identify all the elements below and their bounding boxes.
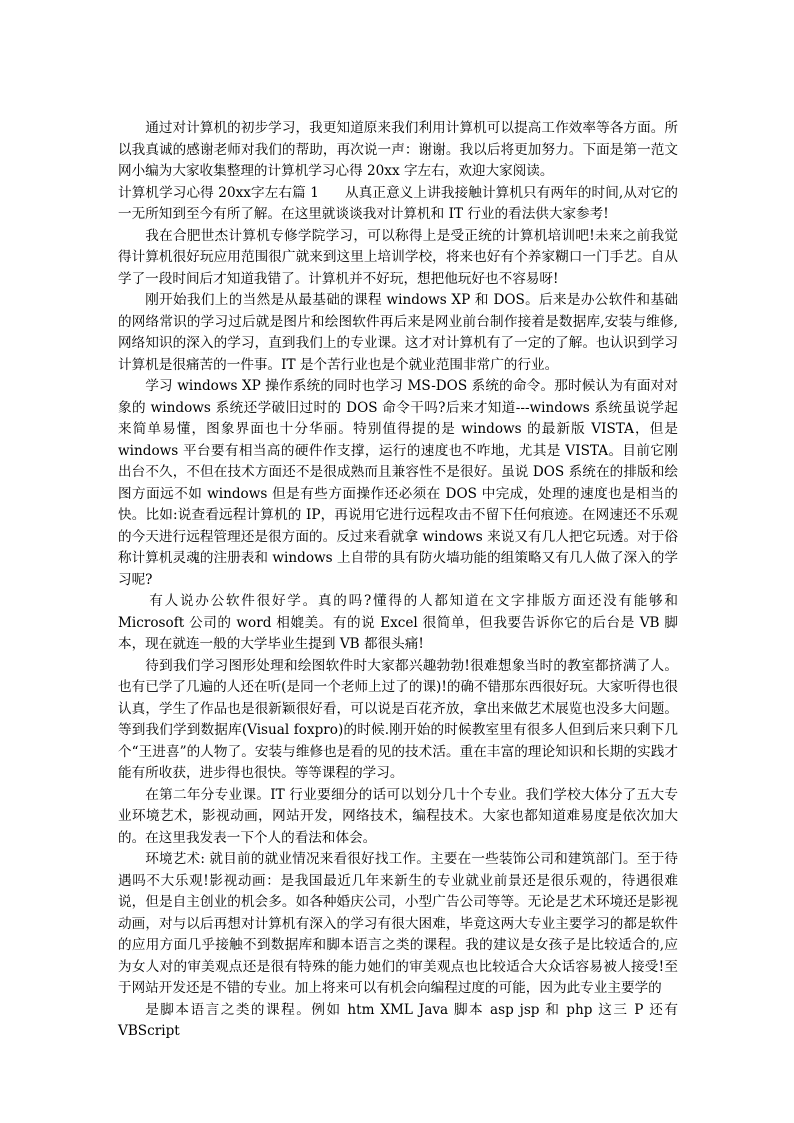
paragraph-training: 我在合肥世杰计算机专修学院学习，可以称得上是受正统的计算机培训吧!未来之前我觉得计算机很好玩应用范围很广就来到这里上培训学校，将来也好有个养家糊口一门手艺。自从学了一段时间后才知道我错了。计算机并不好玩，想把他玩好也不容易呀! — [118, 227, 678, 287]
paragraph-scripting: 是脚本语言之类的课程。例如 htm XML Java 脚本 asp jsp 和 php 这三 P 还有 VBScript — [118, 1001, 678, 1039]
article-opening: 从真正意义上讲我接触计算机只有两年的时间,从对它的一无所知到至今有所了解。在这里就谈谈我对计算机和 IT 行业的看法供大家参考! — [118, 184, 679, 222]
paragraph-majors: 在第二年分专业课。IT 行业要细分的话可以划分几十个专业。我们学校大体分了五大专业环境艺术，影视动画，网站开发，网络技术，编程技术。大家也都知道难易度是依次加大的。在这里我发表一下个人的看法和体会。 — [118, 786, 678, 846]
document-page — [118, 118, 678, 1043]
paragraph-office: 有人说办公软件很好学。真的吗?懂得的人都知道在文字排版方面还没有能够和 Microsoft 公司的 word 相媲美。有的说 Excel 很简单，但我要告诉你它的后台是 VB 脚本，现在就连一般的大学毕业生提到 VB 都很头痛! — [118, 593, 678, 652]
article-heading-paragraph — [118, 183, 678, 226]
article-title: 计算机学习心得 20xx字左右篇 1 — [118, 184, 319, 201]
paragraph-graphics: 待到我们学习图形处理和绘图软件时大家都兴趣勃勃!很难想象当时的教室都挤满了人。也有已学了几遍的人还在听(是同一个老师上过了的课)!的确不错那东西很好玩。大家听得也很认真，学生了作品也是很新颖很好看，可以说是百花齐放，拿出来做艺术展览也没多大问题。等到我们学到数据库(Visual foxpro)的时候.刚开始的时候教室里有很多人但到后来只剩下几个“王进喜”的人物了。安装与维修也是看的见的技术活。重在丰富的理论知识和长期的实践才能有所收获，进步得也很快。等等课程的学习。 — [118, 657, 678, 781]
paragraph-windows-dos: 学习 windows XP 操作系统的同时也学习 MS-DOS 系统的命令。那时候认为有面对对象的 windows 系统还学破旧过时的 DOS 命令干吗?后来才知道---windows 系统虽说学起来简单易懂，图象界面也十分华丽。特别值得提的是 windows 的最新版 VISTA，但是 windows 平台要有相当高的硬件作支撑，运行的速度也不咋地，尤其是 VISTA。目前它刚出台不久，不但在技术方面还不是很成熟而且兼容性不是很好。虽说 DOS 系统在的排版和绘图方面远不如 windows 但是有些方面操作还必须在 DOS 中完成，处理的速度也是相当的快。比如:说查看远程计算机的 IP，再说用它进行远程攻击不留下任何痕迹。在网速还不乐观的今天进行远程管理还是很方面的。反过来看就拿 windows 来说又有几人把它玩透。对于俗称计算机灵魂的注册表和 windows 上自带的具有防火墙功能的组策略又有几人做了深入的学习呢? — [118, 378, 678, 588]
paragraph-courses: 刚开始我们上的当然是从最基础的课程 windows XP 和 DOS。后来是办公软件和基础的网络常识的学习过后就是图片和绘图软件再后来是网业前台制作接着是数据库,安装与维修,网络知识的深入的学习，直到我们上的专业课。这才对计算机有了一定的了解。也认识到学习计算机是很痛苦的一件事。IT 是个苦行业也是个就业范围非常广的行业。 — [118, 292, 678, 373]
paragraph-intro: 通过对计算机的初步学习，我更知道原来我们利用计算机可以提高工作效率等各方面。所以我真诚的感谢老师对我们的帮助，再次说一声：谢谢。我以后将更加努力。下面是第一范文网小编为大家收集整理的计算机学习心得 20xx 字左右，欢迎大家阅读。 — [118, 120, 678, 179]
paragraph-environment-art: 环境艺术: 就目前的就业情况来看很好找工作。主要在一些装饰公司和建筑部门。至于待遇吗不大乐观!影视动画：是我国最近几年来新生的专业就业前景还是很乐观的，待遇很难说，但是自主创业的机会多。如各种婚庆公司，小型广告公司等等。无论是艺术环境还是影视动画，对与以后再想对计算机有深入的学习有很大困难，毕竟这两大专业主要学习的都是软件的应用方面几乎接触不到数据库和脚本语言之类的课程。我的建议是女孩子是比较适合的,应为女人对的审美观点还是很有特殊的能力她们的审美观点也比较适合大众话容易被人接受!至于网站开发还是不错的专业。加上将来可以有机会向编程过度的可能，因为此专业主要学的 — [118, 851, 678, 996]
